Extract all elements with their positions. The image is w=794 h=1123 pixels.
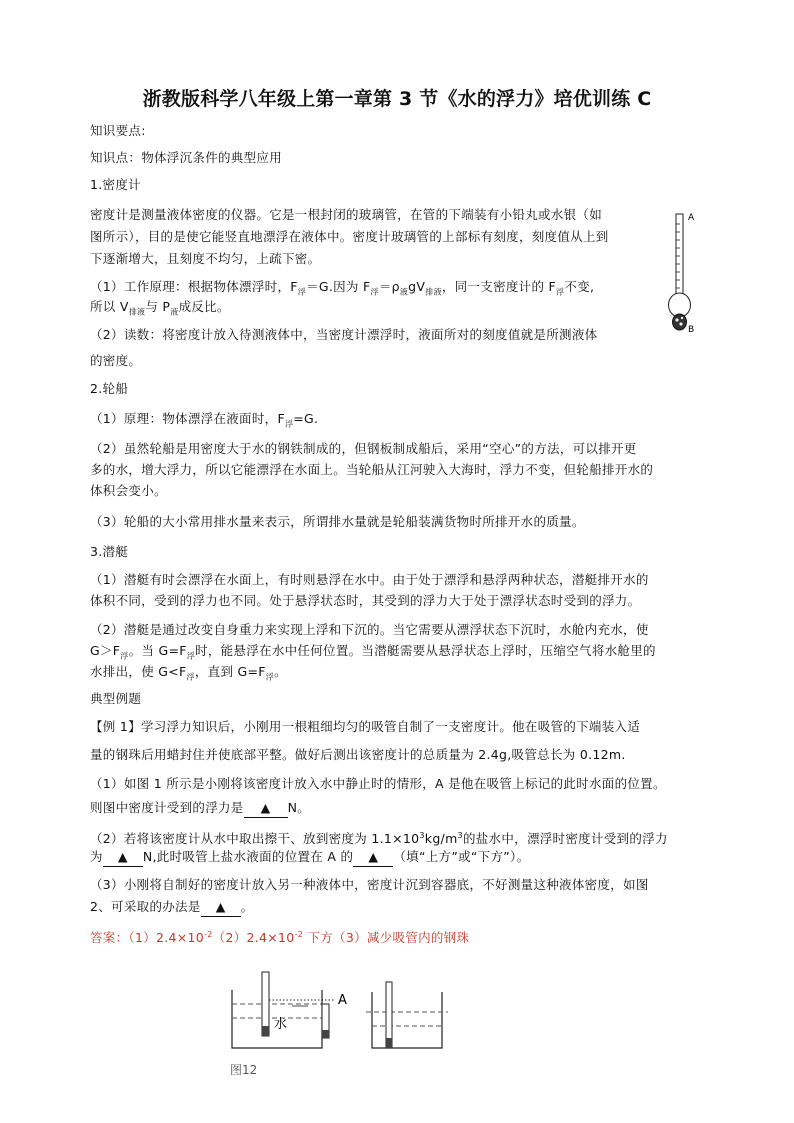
submarine-paragraph-line: （2）潜艇是通过改变自身重力来实现上浮和下沉的。当它需要从漂浮状态下沉时，水舱内充水，使: [90, 622, 649, 637]
submarine-paragraph-line: 体积不同，受到的浮力也不同。处于悬浮状态时，其受到的浮力大于处于漂浮状态时受到的浮力。: [90, 593, 641, 608]
density-paragraph-line: 下逐渐增大，且刻度不均匀，上疏下密。: [90, 251, 321, 266]
answer-blank[interactable]: ▲: [201, 898, 241, 917]
knowledge-point: 知识点：物体浮沉条件的典型应用: [90, 150, 283, 165]
heading-density-meter: 1.密度计: [90, 177, 141, 192]
label-a: A: [688, 213, 695, 223]
example-header: 典型例题: [90, 691, 142, 706]
question-2-line: 为 ▲ N,此时吸管上盐水液面的位置在 A 的 ▲ （填“上方”或“下方”）。: [90, 848, 702, 867]
answer-blank[interactable]: ▲: [244, 799, 288, 818]
answer-blank[interactable]: ▲: [103, 848, 143, 867]
ship-displacement: （3）轮船的大小常用排水量来表示，所谓排水量就是轮船装满货物时所排开水的质量。: [90, 514, 585, 529]
hydrometer-figure: [660, 208, 708, 340]
submarine-paragraph-line: $G>F_浮$。当 $G=F_浮$时，能悬浮在水中任何位置。当潜艇需要从悬浮状态上浮时，压缩空气将水舱里的: [90, 643, 656, 661]
ship-principle: （1）原理：物体漂浮在液面时，$F_浮=G$.: [90, 411, 319, 429]
ship-paragraph-line: 多的水，增大浮力，所以它能漂浮在水面上。当轮船从江河驶入大海时，浮力不变，但轮船排开水的: [90, 462, 654, 477]
page-title: 浙教版科学八年级上第一章第 3 节《水的浮力》培优训练 C: [142, 88, 652, 110]
label-b: B: [688, 325, 695, 335]
ship-paragraph-line: 体积会变小。: [90, 483, 167, 498]
question-3-line: （3）小刚将自制好的密度计放入另一种液体中，密度计沉到容器底，不好测量这种液体密度，如图: [90, 877, 649, 892]
example-1-line: 【例 1】学习浮力知识后，小刚用一根粗细均匀的吸管自制了一支密度计。他在吸管的下端装入适: [90, 719, 641, 734]
section-header: 知识要点:: [90, 123, 146, 138]
density-paragraph-line: 密度计是测量液体密度的仪器。它是一根封闭的玻璃管，在管的下端装有小铅丸或水银（如: [90, 207, 603, 222]
working-principle-line: （1）工作原理：根据物体漂浮时，$F_浮=G$.因为 $F_浮=\rho_液gV_{排液}$，同一支密度计的 $F_浮$不变,: [90, 279, 595, 297]
figure-caption: 图12: [230, 1063, 258, 1077]
reading-line: 的密度。: [90, 353, 142, 368]
beaker-figure: [226, 968, 456, 1078]
question-1-line: （1）如图 1 所示是小刚将该密度计放入水中静止时的情形，A 是他在吸管上标记的此时水面的位置。: [90, 776, 666, 791]
question-3-line: 2、可采取的办法是 ▲ 。: [90, 898, 702, 917]
density-paragraph-line: 图所示），目的是使它能竖直地漂浮在液体中。密度计玻璃管的上部标有刻度，刻度值从上到: [90, 229, 609, 244]
answer-blank[interactable]: ▲: [353, 848, 393, 867]
working-principle-line: 所以 $V_{排液}$与 $P_液$成反比。: [90, 299, 230, 317]
question-2-line: （2）若将该密度计从水中取出擦干、放到密度为 $1.1\times 10^3kg/m^3$的盐水中，漂浮时密度计受到的浮力: [90, 831, 668, 847]
ship-paragraph-line: （2）虽然轮船是用密度大于水的钢铁制成的，但钢板制成船后，采用“空心”的方法，可以排开更: [90, 441, 637, 456]
example-1-line: 量的钢珠后用蜡封住并使底部平整。做好后测出该密度计的总质量为 2.4g,吸管总长为 0.12m.: [90, 747, 626, 762]
submarine-paragraph-line: （1）潜艇有时会漂浮在水面上，有时则悬浮在水中。由于处于漂浮和悬浮两种状态，潜艇排开水的: [90, 572, 649, 587]
submarine-paragraph-line: 水排出，使 $G<F_浮$，直到 $G=F_浮$。: [90, 664, 287, 682]
heading-submarine: 3.潜艇: [90, 544, 129, 559]
water-label: 水: [274, 1017, 288, 1032]
answer-line: 答案：$(1)2.4\times 10^{-2}(2)2.4\times 10^{-2}$ 下方（3）减少吸管内的钢珠: [90, 930, 470, 946]
question-1-line: 则图中密度计受到的浮力是 ▲ N。: [90, 799, 702, 818]
reading-line: （2）读数：将密度计放入待测液体中，当密度计漂浮时，液面所对的刻度值就是所测液体: [90, 327, 598, 342]
point-a-label: A: [338, 993, 347, 1008]
heading-ship: 2.轮船: [90, 381, 129, 396]
